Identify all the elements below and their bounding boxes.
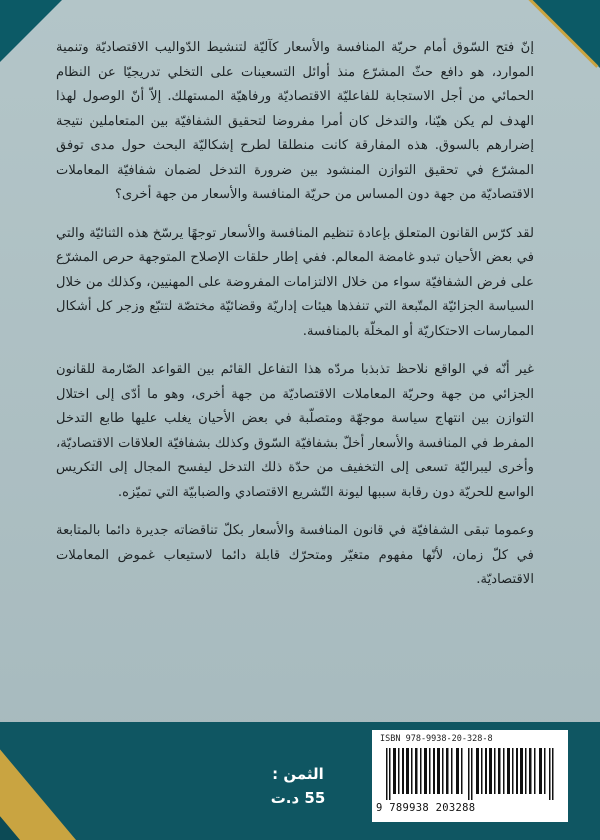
footer-gold-stripe <box>0 700 76 840</box>
barcode-digits: 9 789938 203288 <box>376 802 476 814</box>
price-label: الثمن : <box>272 765 324 783</box>
barcode <box>372 730 568 822</box>
paragraph-4: وعموما تبقى الشفافيّة في قانون المنافسة والأسعار بكلّ تناقضاته جديرة دائما بالمتابعة في كلّ زمان، لأنّها مفهوم متغيّر ومتحرّك قابلة دائما لاستيعاب غموض المعاملات الاقتصاديّة. <box>56 523 534 587</box>
back-cover-text <box>56 36 534 607</box>
paragraph-3: غير أنّه في الواقع نلاحظ تذبذبا مردّه هذا التفاعل القائم بين القواعد الصّارمة للقانون الجزائي من جهة وحريّة المعاملات الاقتصاديّة من جهة أخرى، وهو ما أدّى إلى اختلال التوازن بين انتهاج سياسة موجهّة ومتصلّبة في بعض الأحيان يغلب عليها طابع التدخل المفرط في المنافسة والأسعار أخلّ بشفافيّة السّوق وكذلك بشفافيّة العلاقات الاقتصاديّة، وأخرى ليبراليّة تسعى إلى التخفيف من حدّة ذلك التدخل ليفسح المجال إلى التكريس الواسع للحريّة دون رقابة سببها ليونة التّشريع الاقتصادي والضبابيّة التي تميّزه. <box>56 362 534 500</box>
barcode-bars <box>384 748 556 800</box>
paragraph-1: إنّ فتح السّوق أمام حريّة المنافسة والأسعار كآليّة لتنشيط الدّواليب الاقتصاديّة وتنمية الموارد، هو دافع حثّ المشرّع منذ أوائل التسعينات على التخلي تدريجيّا عن النظام الحمائي من أجل الاستجابة للفاعليّة الاقتصاديّة ورفاهيّة المستهلك. إلاّ أنّ الوصول لهذا الهدف لم يكن هيّنا، والتدخل كان أمرا مفروضا لتحقيق الشفافيّة بين المتعاملين نتيجة إضرارهم بالسوق. هذه المفارقة كانت منطلقا لطرح إشكاليّة البحث حول مدى توفق المشرّع في تحقيق التوازن المنشود بين ضرورة التدخل لضمان شفافيّة المعاملات الاقتصاديّة من جهة دون المساس من حريّة المنافسة والأسعار من جهة أخرى؟ <box>56 40 534 202</box>
paragraph-2: لقد كرّس القانون المتعلق بإعادة تنظيم المنافسة والأسعار توجهًا يرسّخ هذه الثنائيّة والتي في بعض الأحيان تبدو غامضة المعالم. ففي إطار حلقات الإصلاح المتوجهة حرص المشرّع على فرض الشفافيّة سواء من خلال الالتزامات المفروضة على المهنيين، وكذلك من خلال السياسة الجزائيّة المتّبعة التي تنفذها هيئات إداريّة وقضائيّة مختصّة لتتبّع وزجر كل أشكال الممارسات الاحتكاريّة أو المخلّة بالمنافسة. <box>56 225 534 339</box>
price-value: 55 د.ت <box>270 789 326 807</box>
isbn-text: ISBN 978-9938-20-328-8 <box>380 734 493 744</box>
corner-decoration-top-left <box>0 0 62 62</box>
